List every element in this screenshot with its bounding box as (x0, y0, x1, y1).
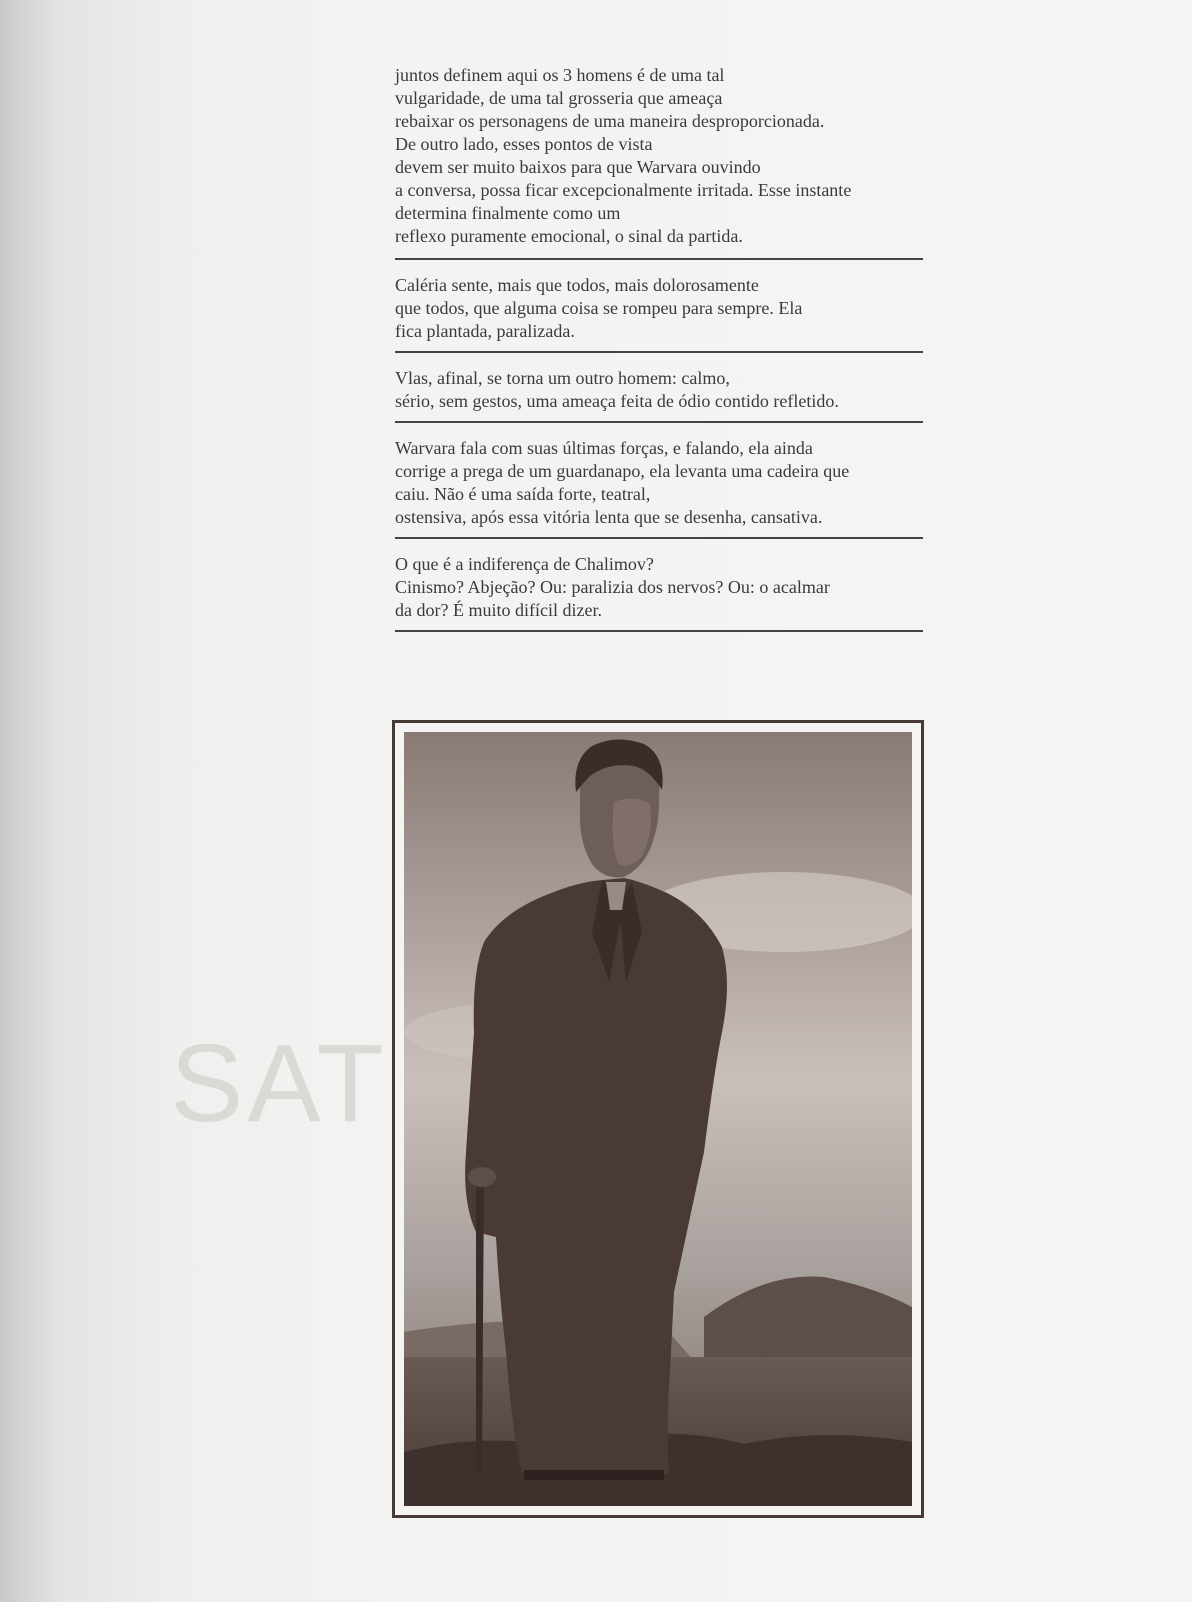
paragraph-warvara (395, 437, 923, 539)
text-line: caiu. Não é uma saída forte, teatral, (395, 484, 651, 504)
text-line: O que é a indiferença de Chalimov? (395, 554, 654, 574)
paragraph-chalimov (395, 553, 923, 632)
text-line: juntos definem aqui os 3 homens é de uma tal (395, 65, 725, 85)
text-line: da dor? É muito difícil dizer. (395, 600, 602, 620)
text-line: De outro lado, esses pontos de vista (395, 134, 653, 154)
text-line: que todos, que alguma coisa se rompeu para sempre. Ela (395, 298, 803, 318)
show-through-text: SAT (170, 1022, 388, 1145)
text-line: Caléria sente, mais que todos, mais dolorosamente (395, 275, 759, 295)
text-line: fica plantada, paralizada. (395, 321, 575, 341)
photo-figure-feet (524, 1470, 664, 1480)
text-line: devem ser muito baixos para que Warvara ouvindo (395, 157, 761, 177)
text-line: a conversa, possa ficar excepcionalmente irritada. Esse instante (395, 180, 852, 200)
text-line: determina finalmente como um (395, 203, 621, 223)
text-line: Warvara fala com suas últimas forças, e falando, ela ainda (395, 438, 813, 458)
paragraph-caleria (395, 274, 923, 353)
photo-frame (392, 720, 924, 1518)
photo-figure-hand (468, 1167, 496, 1187)
text-line: Cinismo? Abjeção? Ou: paralizia dos nervos? Ou: o acalmar (395, 577, 830, 597)
text-line: vulgaridade, de uma tal grosseria que ameaça (395, 88, 723, 108)
portrait-photo (404, 732, 912, 1506)
text-line: rebaixar os personagens de uma maneira desproporcionada. (395, 111, 825, 131)
text-line: corrige a prega de um guardanapo, ela levanta uma cadeira que (395, 461, 850, 481)
text-column (395, 64, 923, 646)
paragraph-intro (395, 64, 923, 260)
paragraph-vlas (395, 367, 923, 423)
text-line: sério, sem gestos, uma ameaça feita de ódio contido refletido. (395, 391, 839, 411)
text-line: Vlas, afinal, se torna um outro homem: calmo, (395, 368, 730, 388)
text-line: reflexo puramente emocional, o sinal da partida. (395, 226, 743, 246)
text-line: ostensiva, após essa vitória lenta que se desenha, cansativa. (395, 507, 823, 527)
